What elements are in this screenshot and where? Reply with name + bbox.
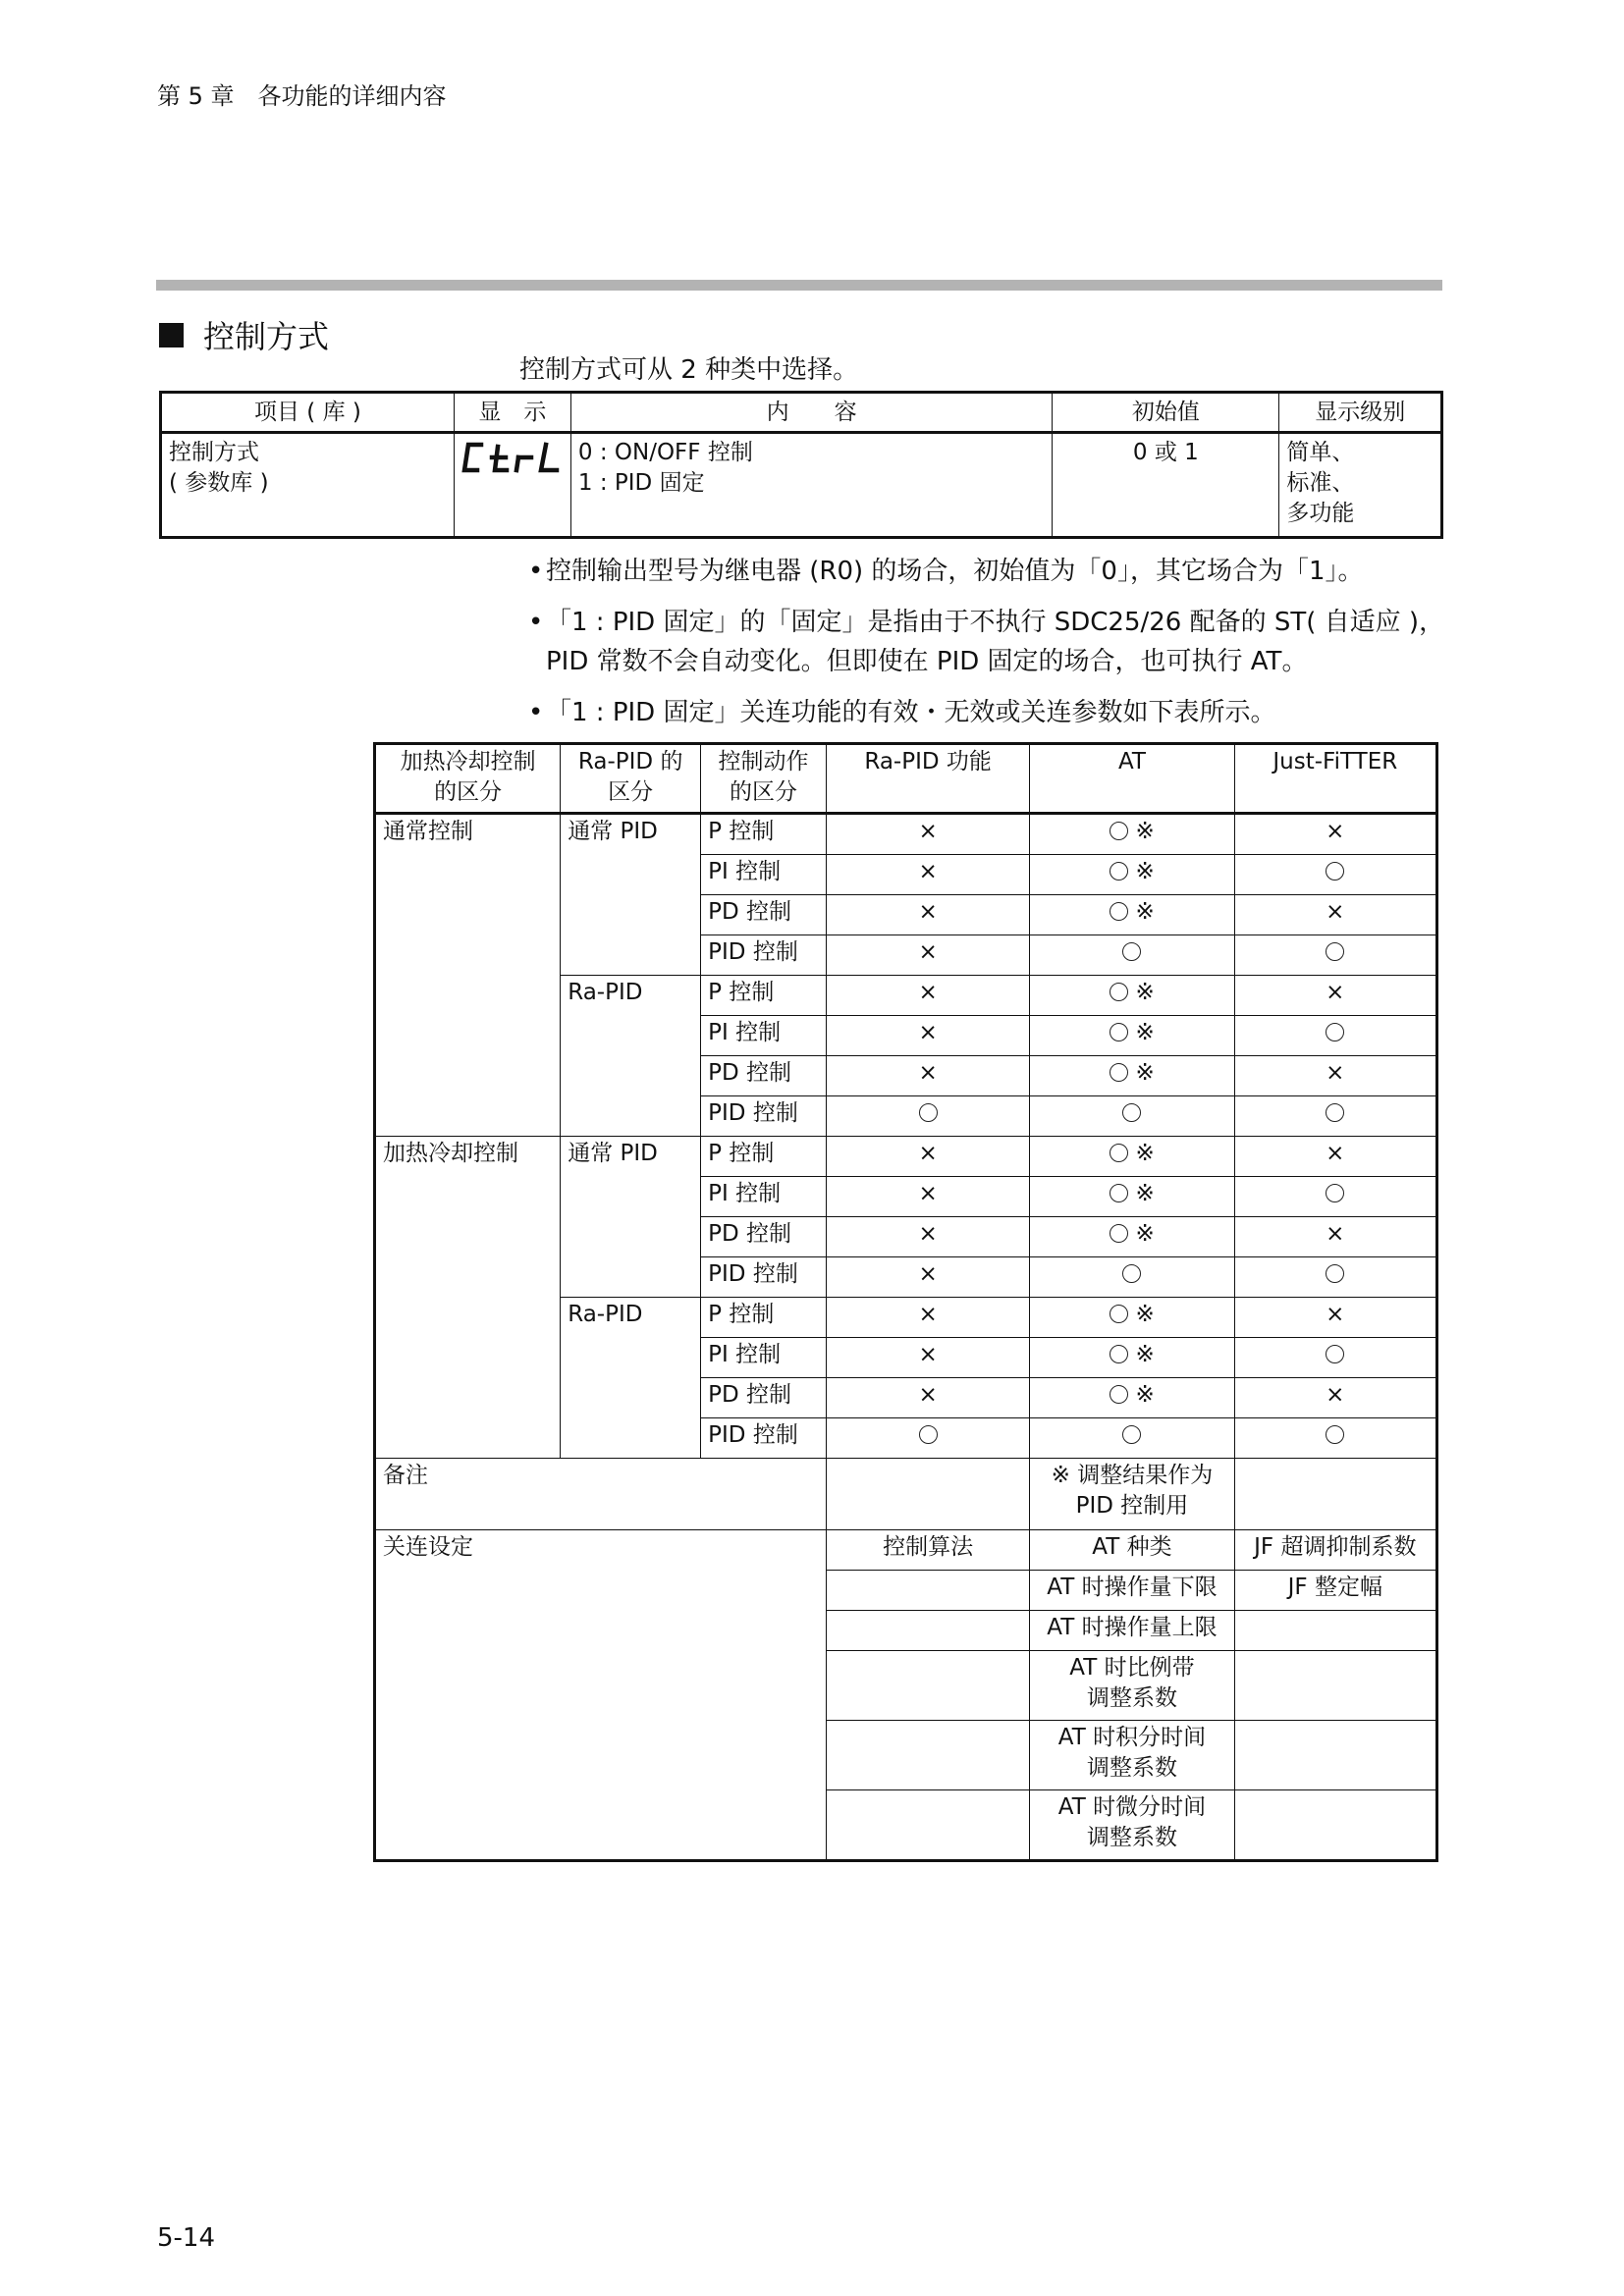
circle-mark-icon	[919, 1425, 938, 1444]
justfitter-cell	[1234, 895, 1436, 935]
at-cell	[1030, 1378, 1234, 1418]
action-label: PID 控制	[701, 1096, 827, 1137]
related-rapid	[826, 1611, 1029, 1651]
note-item: • 「1 : PID 固定」的「固定」是指由于不执行 SDC25/26 配备的 ST( 自适应 )，PID 常数不会自动变化。但即使在 PID 固定的场合，也可执行 AT。	[528, 608, 1445, 676]
justfitter-cell	[1234, 1217, 1436, 1257]
rapid-func-cell	[826, 1217, 1029, 1257]
header-action: 控制动作 的区分	[701, 744, 827, 814]
section-intro: 控制方式可从 2 种类中选择。	[519, 355, 859, 385]
related-jf	[1234, 1651, 1436, 1721]
action-label: PD 控制	[701, 1378, 827, 1418]
related-at: AT 时操作量上限	[1030, 1611, 1234, 1651]
action-label: PID 控制	[701, 935, 827, 976]
pid-type-label: Ra-PID	[561, 1298, 701, 1459]
action-label: PI 控制	[701, 1016, 827, 1056]
circle-mark-icon	[1326, 1264, 1344, 1283]
remarks-label: 备注	[375, 1459, 827, 1530]
cross-mark-icon: ×	[1326, 1141, 1345, 1166]
section-divider	[156, 280, 1442, 291]
action-label: PID 控制	[701, 1418, 827, 1459]
circle-mark-icon	[1110, 1023, 1128, 1041]
note-mark-icon: ※	[1135, 980, 1155, 1005]
cross-mark-icon: ×	[918, 939, 938, 965]
display-level-cell: 简单、 标准、 多功能	[1279, 433, 1442, 538]
note-mark-icon: ※	[1135, 1302, 1155, 1327]
header-justfitter: Just-FiTTER	[1234, 744, 1436, 814]
circle-mark-icon	[1110, 1305, 1128, 1323]
action-label: P 控制	[701, 1298, 827, 1338]
related-rapid	[826, 1571, 1029, 1611]
cross-mark-icon: ×	[918, 899, 938, 925]
header-at: AT	[1030, 744, 1234, 814]
remarks-rapid	[826, 1459, 1029, 1530]
remarks-jf	[1234, 1459, 1436, 1530]
related-jf: JF 超调抑制系数	[1234, 1530, 1436, 1571]
action-label: P 控制	[701, 976, 827, 1016]
at-cell	[1030, 935, 1234, 976]
related-label: 关连设定	[375, 1530, 827, 1861]
group-label: 通常控制	[375, 814, 561, 1137]
rapid-func-cell	[826, 855, 1029, 895]
related-at: AT 时操作量下限	[1030, 1571, 1234, 1611]
header-initial: 初始值	[1053, 393, 1279, 433]
circle-mark-icon	[1110, 822, 1128, 840]
related-at: AT 种类	[1030, 1530, 1234, 1571]
pid-type-label: 通常 PID	[561, 814, 701, 976]
circle-mark-icon	[1110, 1063, 1128, 1082]
content-cell: 0 : ON/OFF 控制 1 : PID 固定	[570, 433, 1052, 538]
at-cell	[1030, 1338, 1234, 1378]
related-rapid	[826, 1721, 1029, 1790]
justfitter-cell	[1234, 1378, 1436, 1418]
header-content: 内 容	[570, 393, 1052, 433]
justfitter-cell	[1234, 976, 1436, 1016]
cross-mark-icon: ×	[918, 859, 938, 884]
circle-mark-icon	[1110, 1144, 1128, 1162]
cross-mark-icon: ×	[1326, 980, 1345, 1005]
related-rapid	[826, 1790, 1029, 1861]
note-mark-icon: ※	[1135, 1060, 1155, 1086]
circle-mark-icon	[1110, 1224, 1128, 1243]
rapid-func-cell	[826, 1257, 1029, 1298]
rapid-func-cell	[826, 814, 1029, 855]
table-row	[375, 814, 1437, 855]
related-rapid: 控制算法	[826, 1530, 1029, 1571]
rapid-func-cell	[826, 1378, 1029, 1418]
cross-mark-icon: ×	[1326, 819, 1345, 844]
note-mark-icon: ※	[1135, 899, 1155, 925]
justfitter-cell	[1234, 1257, 1436, 1298]
circle-mark-icon	[1110, 902, 1128, 921]
chapter-header: 第 5 章 各功能的详细内容	[157, 82, 447, 110]
rapid-func-cell	[826, 1177, 1029, 1217]
action-label: PID 控制	[701, 1257, 827, 1298]
cross-mark-icon: ×	[918, 1060, 938, 1086]
action-label: PD 控制	[701, 1217, 827, 1257]
parameter-table	[159, 391, 1443, 539]
at-cell	[1030, 1177, 1234, 1217]
circle-mark-icon	[1326, 1103, 1344, 1122]
seven-segment-display-icon	[461, 440, 564, 477]
page-number: 5-14	[157, 2223, 216, 2253]
circle-mark-icon	[1110, 1385, 1128, 1404]
at-cell	[1030, 1096, 1234, 1137]
circle-mark-icon	[1326, 1345, 1344, 1363]
cross-mark-icon: ×	[918, 819, 938, 844]
at-cell	[1030, 1137, 1234, 1177]
justfitter-cell	[1234, 855, 1436, 895]
cross-mark-icon: ×	[1326, 1221, 1345, 1247]
at-cell	[1030, 1418, 1234, 1459]
table-row	[375, 1137, 1437, 1177]
circle-mark-icon	[1326, 1184, 1344, 1202]
pid-type-label: 通常 PID	[561, 1137, 701, 1298]
cross-mark-icon: ×	[918, 1221, 938, 1247]
note-mark-icon: ※	[1135, 1141, 1155, 1166]
at-cell	[1030, 855, 1234, 895]
at-cell	[1030, 1298, 1234, 1338]
at-cell	[1030, 1257, 1234, 1298]
note-mark-icon: ※	[1135, 1382, 1155, 1408]
justfitter-cell	[1234, 1298, 1436, 1338]
rapid-func-cell	[826, 976, 1029, 1016]
notes-list	[528, 552, 1461, 744]
item-cell: 控制方式 ( 参数库 )	[161, 433, 455, 538]
justfitter-cell	[1234, 1056, 1436, 1096]
rapid-func-cell	[826, 1298, 1029, 1338]
action-label: PI 控制	[701, 855, 827, 895]
note-mark-icon: ※	[1135, 1020, 1155, 1045]
circle-mark-icon	[1326, 1425, 1344, 1444]
justfitter-cell	[1234, 1338, 1436, 1378]
justfitter-cell	[1234, 1016, 1436, 1056]
cross-mark-icon: ×	[918, 1261, 938, 1287]
cross-mark-icon: ×	[1326, 899, 1345, 925]
related-at: AT 时比例带 调整系数	[1030, 1651, 1234, 1721]
action-label: PI 控制	[701, 1177, 827, 1217]
header-item: 项目 ( 库 )	[161, 393, 455, 433]
initial-value-cell: 0 或 1	[1053, 433, 1279, 538]
cross-mark-icon: ×	[918, 1181, 938, 1206]
header-heatcool: 加热冷却控制 的区分	[375, 744, 561, 814]
related-jf: JF 整定幅	[1234, 1571, 1436, 1611]
header-rapid-func: Ra-PID 功能	[826, 744, 1029, 814]
circle-mark-icon	[1110, 1345, 1128, 1363]
circle-mark-icon	[1326, 942, 1344, 961]
justfitter-cell	[1234, 814, 1436, 855]
circle-mark-icon	[1326, 1023, 1344, 1041]
cross-mark-icon: ×	[1326, 1382, 1345, 1408]
action-label: P 控制	[701, 814, 827, 855]
related-at: AT 时积分时间 调整系数	[1030, 1721, 1234, 1790]
rapid-func-cell	[826, 935, 1029, 976]
circle-mark-icon	[1122, 942, 1141, 961]
related-row	[375, 1530, 1437, 1571]
header-display: 显 示	[454, 393, 570, 433]
action-label: PI 控制	[701, 1338, 827, 1378]
justfitter-cell	[1234, 1096, 1436, 1137]
group-label: 加热冷却控制	[375, 1137, 561, 1459]
justfitter-cell	[1234, 1137, 1436, 1177]
related-rapid	[826, 1651, 1029, 1721]
header-rapid-type: Ra-PID 的 区分	[561, 744, 701, 814]
display-cell	[454, 433, 570, 538]
circle-mark-icon	[1122, 1425, 1141, 1444]
note-mark-icon: ※	[1135, 1221, 1155, 1247]
at-cell	[1030, 814, 1234, 855]
rapid-func-cell	[826, 1016, 1029, 1056]
cross-mark-icon: ×	[918, 1382, 938, 1408]
square-bullet-icon	[159, 323, 184, 347]
at-cell	[1030, 1056, 1234, 1096]
note-mark-icon: ※	[1135, 1342, 1155, 1367]
section-title-text: 控制方式	[203, 318, 330, 355]
action-label: PD 控制	[701, 1056, 827, 1096]
circle-mark-icon	[1122, 1103, 1141, 1122]
cross-mark-icon: ×	[1326, 1302, 1345, 1327]
circle-mark-icon	[1122, 1264, 1141, 1283]
related-at: AT 时微分时间 调整系数	[1030, 1790, 1234, 1861]
note-item: • 控制输出型号为继电器 (R0) 的场合，初始值为「0」，其它场合为「1」。	[528, 557, 1364, 586]
header-level: 显示级别	[1279, 393, 1442, 433]
related-jf	[1234, 1790, 1436, 1861]
circle-mark-icon	[919, 1103, 938, 1122]
justfitter-cell	[1234, 1177, 1436, 1217]
justfitter-cell	[1234, 1418, 1436, 1459]
rapid-func-cell	[826, 895, 1029, 935]
at-cell	[1030, 1016, 1234, 1056]
justfitter-cell	[1234, 935, 1436, 976]
rapid-func-cell	[826, 1418, 1029, 1459]
pid-type-label: Ra-PID	[561, 976, 701, 1137]
cross-mark-icon: ×	[1326, 1060, 1345, 1086]
note-mark-icon: ※	[1135, 819, 1155, 844]
related-jf	[1234, 1611, 1436, 1651]
circle-mark-icon	[1326, 862, 1344, 881]
rapid-func-cell	[826, 1056, 1029, 1096]
note-item: • 「1 : PID 固定」关连功能的有效・无效或关连参数如下表所示。	[528, 698, 1276, 727]
rapid-func-cell	[826, 1338, 1029, 1378]
circle-mark-icon	[1110, 983, 1128, 1001]
cross-mark-icon: ×	[918, 1020, 938, 1045]
cross-mark-icon: ×	[918, 1141, 938, 1166]
circle-mark-icon	[1110, 862, 1128, 881]
note-mark-icon: ※	[1135, 1181, 1155, 1206]
related-jf	[1234, 1721, 1436, 1790]
note-mark-icon: ※	[1135, 859, 1155, 884]
circle-mark-icon	[1110, 1184, 1128, 1202]
action-label: PD 控制	[701, 895, 827, 935]
cross-mark-icon: ×	[918, 1342, 938, 1367]
section-title	[159, 312, 329, 357]
action-label: P 控制	[701, 1137, 827, 1177]
cross-mark-icon: ×	[918, 1302, 938, 1327]
rapid-func-cell	[826, 1137, 1029, 1177]
remarks-at: ※ 调整结果作为 PID 控制用	[1030, 1459, 1234, 1530]
function-table	[373, 742, 1438, 1862]
at-cell	[1030, 895, 1234, 935]
rapid-func-cell	[826, 1096, 1029, 1137]
at-cell	[1030, 1217, 1234, 1257]
cross-mark-icon: ×	[918, 980, 938, 1005]
at-cell	[1030, 976, 1234, 1016]
